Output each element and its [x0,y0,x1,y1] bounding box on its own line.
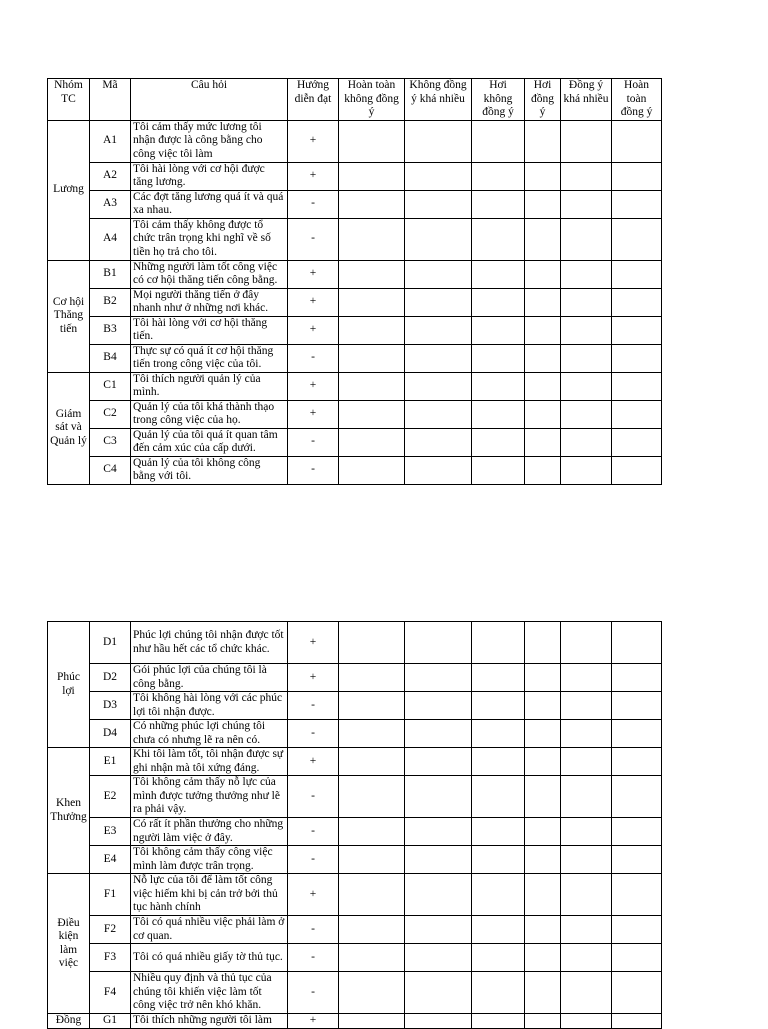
question-code: C3 [90,428,131,456]
answer-cell-4[interactable] [525,874,561,916]
table-row [48,120,662,162]
answer-cell-5[interactable] [561,456,612,484]
table-row [48,260,662,288]
answer-cell-5[interactable] [561,1014,612,1029]
direction-sign: + [288,874,339,916]
header-scale-5: Đồng ý khá nhiều [561,79,612,121]
direction-sign: + [288,316,339,344]
answer-cell-5[interactable] [561,372,612,400]
answer-cell-5[interactable] [561,316,612,344]
direction-sign: - [288,428,339,456]
answer-cell-3[interactable] [472,218,525,260]
question-code: F2 [90,916,131,944]
direction-sign: - [288,972,339,1014]
table-row [48,372,662,400]
answer-cell-2[interactable] [405,818,472,846]
table-header-row [48,79,662,121]
answer-cell-3[interactable] [472,874,525,916]
question-text: Tôi cảm thấy không được tổ chức trân trọng khi nghĩ về số tiền họ trả cho tôi. [131,218,288,260]
answer-cell-4[interactable] [525,120,561,162]
survey-table-2 [47,621,662,1029]
answer-cell-4[interactable] [525,260,561,288]
answer-cell-6[interactable] [612,218,662,260]
group-name: Khen Thưởng [48,748,90,874]
answer-cell-3[interactable] [472,456,525,484]
answer-cell-1[interactable] [339,260,405,288]
answer-cell-3[interactable] [472,776,525,818]
answer-cell-1[interactable] [339,622,405,664]
table-row [48,972,662,1014]
answer-cell-3[interactable] [472,162,525,190]
answer-cell-2[interactable] [405,456,472,484]
answer-cell-5[interactable] [561,944,612,972]
table-row [48,288,662,316]
answer-cell-1[interactable] [339,818,405,846]
direction-sign: - [288,218,339,260]
question-code: A3 [90,190,131,218]
direction-sign: + [288,622,339,664]
answer-cell-3[interactable] [472,748,525,776]
answer-cell-5[interactable] [561,344,612,372]
answer-cell-3[interactable] [472,720,525,748]
group-name: Đồng [48,1014,90,1029]
answer-cell-4[interactable] [525,664,561,692]
header-direction: Hướng diễn đạt [288,79,339,121]
table-row [48,692,662,720]
direction-sign: - [288,692,339,720]
answer-cell-4[interactable] [525,1014,561,1029]
answer-cell-6[interactable] [612,1014,662,1029]
answer-cell-3[interactable] [472,190,525,218]
answer-cell-3[interactable] [472,692,525,720]
header-group: Nhóm TC [48,79,90,121]
question-code: C2 [90,400,131,428]
question-text: Mọi người thăng tiến ở đây nhanh như ở những nơi khác. [131,288,288,316]
table-row [48,664,662,692]
table-row [48,916,662,944]
answer-cell-1[interactable] [339,456,405,484]
answer-cell-3[interactable] [472,372,525,400]
table-row [48,776,662,818]
question-code: D1 [90,622,131,664]
question-code: B2 [90,288,131,316]
answer-cell-1[interactable] [339,916,405,944]
answer-cell-5[interactable] [561,846,612,874]
answer-cell-4[interactable] [525,428,561,456]
question-code: C4 [90,456,131,484]
answer-cell-5[interactable] [561,720,612,748]
group-name: Lương [48,120,90,260]
answer-cell-2[interactable] [405,344,472,372]
answer-cell-3[interactable] [472,344,525,372]
direction-sign: + [288,664,339,692]
answer-cell-6[interactable] [612,748,662,776]
question-text: Quản lý của tôi không công bằng với tôi. [131,456,288,484]
answer-cell-4[interactable] [525,288,561,316]
header-scale-1: Hoàn toàn không đồng ý [339,79,405,121]
table-row [48,162,662,190]
direction-sign: - [288,818,339,846]
answer-cell-6[interactable] [612,120,662,162]
table-row [48,622,662,664]
answer-cell-3[interactable] [472,400,525,428]
answer-cell-4[interactable] [525,190,561,218]
answer-cell-3[interactable] [472,1014,525,1029]
group-name: Điều kiện làm việc [48,874,90,1014]
answer-cell-3[interactable] [472,120,525,162]
answer-cell-1[interactable] [339,664,405,692]
direction-sign: - [288,456,339,484]
answer-cell-2[interactable] [405,288,472,316]
answer-cell-4[interactable] [525,692,561,720]
direction-sign: + [288,372,339,400]
table-row [48,428,662,456]
direction-sign: - [288,916,339,944]
question-text: Gói phúc lợi của chúng tôi là công bằng. [131,664,288,692]
answer-cell-6[interactable] [612,972,662,1014]
question-text: Tôi thích những người tôi làm [131,1014,288,1029]
answer-cell-4[interactable] [525,372,561,400]
answer-cell-1[interactable] [339,428,405,456]
direction-sign: + [288,400,339,428]
answer-cell-1[interactable] [339,120,405,162]
answer-cell-1[interactable] [339,944,405,972]
answer-cell-3[interactable] [472,846,525,874]
answer-cell-1[interactable] [339,190,405,218]
answer-cell-1[interactable] [339,776,405,818]
answer-cell-1[interactable] [339,162,405,190]
answer-cell-3[interactable] [472,428,525,456]
answer-cell-6[interactable] [612,846,662,874]
direction-sign: + [288,1014,339,1029]
answer-cell-4[interactable] [525,622,561,664]
answer-cell-5[interactable] [561,664,612,692]
answer-cell-3[interactable] [472,622,525,664]
answer-cell-6[interactable] [612,622,662,664]
answer-cell-6[interactable] [612,428,662,456]
table-row [48,456,662,484]
table-body-2 [48,622,662,1029]
answer-cell-5[interactable] [561,818,612,846]
answer-cell-2[interactable] [405,260,472,288]
question-code: D3 [90,692,131,720]
answer-cell-2[interactable] [405,874,472,916]
table-row [48,400,662,428]
answer-cell-3[interactable] [472,260,525,288]
header-scale-4: Hơi đồng ý [525,79,561,121]
answer-cell-4[interactable] [525,776,561,818]
direction-sign: - [288,944,339,972]
answer-cell-6[interactable] [612,720,662,748]
answer-cell-5[interactable] [561,874,612,916]
answer-cell-3[interactable] [472,916,525,944]
table-row [48,748,662,776]
answer-cell-4[interactable] [525,972,561,1014]
question-code: A2 [90,162,131,190]
answer-cell-3[interactable] [472,288,525,316]
answer-cell-6[interactable] [612,818,662,846]
answer-cell-4[interactable] [525,916,561,944]
answer-cell-5[interactable] [561,288,612,316]
answer-cell-6[interactable] [612,916,662,944]
answer-cell-1[interactable] [339,1014,405,1029]
question-text: Có rất ít phần thưởng cho những người làm việc ở đây. [131,818,288,846]
table-row [48,344,662,372]
answer-cell-4[interactable] [525,748,561,776]
answer-cell-2[interactable] [405,190,472,218]
answer-cell-1[interactable] [339,344,405,372]
answer-cell-2[interactable] [405,622,472,664]
question-code: E2 [90,776,131,818]
answer-cell-5[interactable] [561,400,612,428]
answer-cell-2[interactable] [405,218,472,260]
direction-sign: + [288,748,339,776]
question-code: B4 [90,344,131,372]
answer-cell-4[interactable] [525,818,561,846]
direction-sign: - [288,344,339,372]
answer-cell-5[interactable] [561,776,612,818]
direction-sign: - [288,846,339,874]
table-row [48,944,662,972]
answer-cell-2[interactable] [405,944,472,972]
table-row [48,190,662,218]
table-row [48,846,662,874]
answer-cell-6[interactable] [612,776,662,818]
question-code: C1 [90,372,131,400]
answer-cell-2[interactable] [405,1014,472,1029]
answer-cell-5[interactable] [561,622,612,664]
group-name: Cơ hội Thăng tiến [48,260,90,372]
answer-cell-4[interactable] [525,944,561,972]
table-body-1 [48,120,662,484]
answer-cell-1[interactable] [339,972,405,1014]
question-text: Tôi cảm thấy mức lương tôi nhận được là công bằng cho công việc tôi làm [131,120,288,162]
answer-cell-4[interactable] [525,344,561,372]
question-code: B3 [90,316,131,344]
answer-cell-1[interactable] [339,748,405,776]
answer-cell-5[interactable] [561,218,612,260]
answer-cell-2[interactable] [405,748,472,776]
answer-cell-1[interactable] [339,846,405,874]
header-code: Mã [90,79,131,121]
group-name: Phúc lợi [48,622,90,748]
direction-sign: + [288,120,339,162]
answer-cell-1[interactable] [339,874,405,916]
direction-sign: + [288,260,339,288]
answer-cell-4[interactable] [525,400,561,428]
answer-cell-6[interactable] [612,190,662,218]
answer-cell-2[interactable] [405,916,472,944]
answer-cell-2[interactable] [405,972,472,1014]
answer-cell-6[interactable] [612,692,662,720]
question-text: Có những phúc lợi chúng tôi chưa có nhưng lẽ ra nên có. [131,720,288,748]
direction-sign: - [288,776,339,818]
answer-cell-5[interactable] [561,260,612,288]
answer-cell-3[interactable] [472,664,525,692]
question-text: Tôi thích người quản lý của mình. [131,372,288,400]
answer-cell-2[interactable] [405,776,472,818]
answer-cell-6[interactable] [612,344,662,372]
answer-cell-6[interactable] [612,288,662,316]
direction-sign: - [288,720,339,748]
answer-cell-2[interactable] [405,400,472,428]
answer-cell-5[interactable] [561,190,612,218]
answer-cell-5[interactable] [561,916,612,944]
question-code: A4 [90,218,131,260]
question-code: F4 [90,972,131,1014]
answer-cell-4[interactable] [525,720,561,748]
answer-cell-1[interactable] [339,372,405,400]
answer-cell-6[interactable] [612,664,662,692]
direction-sign: + [288,288,339,316]
question-text: Tôi hài lòng với cơ hội được tăng lương. [131,162,288,190]
question-text: Phúc lợi chúng tôi nhận được tốt như hầu hết các tổ chức khác. [131,622,288,664]
answer-cell-3[interactable] [472,944,525,972]
question-text: Quản lý của tôi quá ít quan tâm đến cảm xúc của cấp dưới. [131,428,288,456]
question-text: Tôi có quá nhiều việc phải làm ở cơ quan. [131,916,288,944]
question-code: F1 [90,874,131,916]
question-text: Các đợt tăng lương quá ít và quá xa nhau. [131,190,288,218]
question-text: Khi tôi làm tốt, tôi nhận được sự ghi nhận mà tôi xứng đáng. [131,748,288,776]
survey-table-1 [47,78,662,485]
answer-cell-5[interactable] [561,748,612,776]
question-code: D4 [90,720,131,748]
question-text: Tôi không cảm thấy công việc mình làm được trân trọng. [131,846,288,874]
answer-cell-2[interactable] [405,692,472,720]
answer-cell-2[interactable] [405,428,472,456]
answer-cell-6[interactable] [612,874,662,916]
answer-cell-3[interactable] [472,972,525,1014]
answer-cell-6[interactable] [612,372,662,400]
answer-cell-2[interactable] [405,846,472,874]
answer-cell-1[interactable] [339,288,405,316]
answer-cell-6[interactable] [612,316,662,344]
answer-cell-1[interactable] [339,720,405,748]
answer-cell-2[interactable] [405,316,472,344]
answer-cell-5[interactable] [561,972,612,1014]
question-text: Những người làm tốt công việc có cơ hội thăng tiến công bằng. [131,260,288,288]
question-text: Thực sự có quá ít cơ hội thăng tiến trong công việc của tôi. [131,344,288,372]
question-text: Tôi không hài lòng với các phúc lợi tôi nhận được. [131,692,288,720]
question-text: Nhiều quy định và thủ tục của chúng tôi khiến việc làm tốt công việc trở nên khó khăn. [131,972,288,1014]
answer-cell-3[interactable] [472,818,525,846]
answer-cell-5[interactable] [561,120,612,162]
answer-cell-1[interactable] [339,316,405,344]
header-scale-2: Không đồng ý khá nhiều [405,79,472,121]
question-code: B1 [90,260,131,288]
header-question: Câu hỏi [131,79,288,121]
answer-cell-1[interactable] [339,400,405,428]
header-scale-6: Hoàn toàn đồng ý [612,79,662,121]
answer-cell-6[interactable] [612,162,662,190]
question-text: Tôi có quá nhiều giấy tờ thủ tục. [131,944,288,972]
answer-cell-3[interactable] [472,316,525,344]
question-text: Tôi không cảm thấy nỗ lực của mình được tưởng thưởng như lẽ ra phải vậy. [131,776,288,818]
answer-cell-5[interactable] [561,692,612,720]
answer-cell-2[interactable] [405,162,472,190]
answer-cell-2[interactable] [405,720,472,748]
table-row [48,818,662,846]
table-row [48,1014,662,1029]
answer-cell-6[interactable] [612,944,662,972]
answer-cell-4[interactable] [525,456,561,484]
question-text: Nỗ lực của tôi để làm tốt công việc hiếm khi bị cản trở bởi thủ tục hành chính [131,874,288,916]
table-row [48,218,662,260]
answer-cell-5[interactable] [561,428,612,456]
question-code: E3 [90,818,131,846]
answer-cell-2[interactable] [405,372,472,400]
question-code: E1 [90,748,131,776]
answer-cell-6[interactable] [612,260,662,288]
question-code: D2 [90,664,131,692]
answer-cell-4[interactable] [525,316,561,344]
question-code: G1 [90,1014,131,1029]
direction-sign: - [288,190,339,218]
question-code: E4 [90,846,131,874]
answer-cell-5[interactable] [561,162,612,190]
answer-cell-4[interactable] [525,846,561,874]
answer-cell-2[interactable] [405,664,472,692]
answer-cell-1[interactable] [339,218,405,260]
group-name: Giám sát và Quản lý [48,372,90,484]
table-row [48,720,662,748]
question-text: Quản lý của tôi khá thành thạo trong công việc của họ. [131,400,288,428]
table-row [48,874,662,916]
table-row [48,316,662,344]
answer-cell-1[interactable] [339,692,405,720]
answer-cell-4[interactable] [525,162,561,190]
answer-cell-4[interactable] [525,218,561,260]
answer-cell-2[interactable] [405,120,472,162]
question-code: A1 [90,120,131,162]
answer-cell-6[interactable] [612,456,662,484]
question-text: Tôi hài lòng với cơ hội thăng tiến. [131,316,288,344]
header-scale-3: Hơi không đồng ý [472,79,525,121]
question-code: F3 [90,944,131,972]
direction-sign: + [288,162,339,190]
answer-cell-6[interactable] [612,400,662,428]
